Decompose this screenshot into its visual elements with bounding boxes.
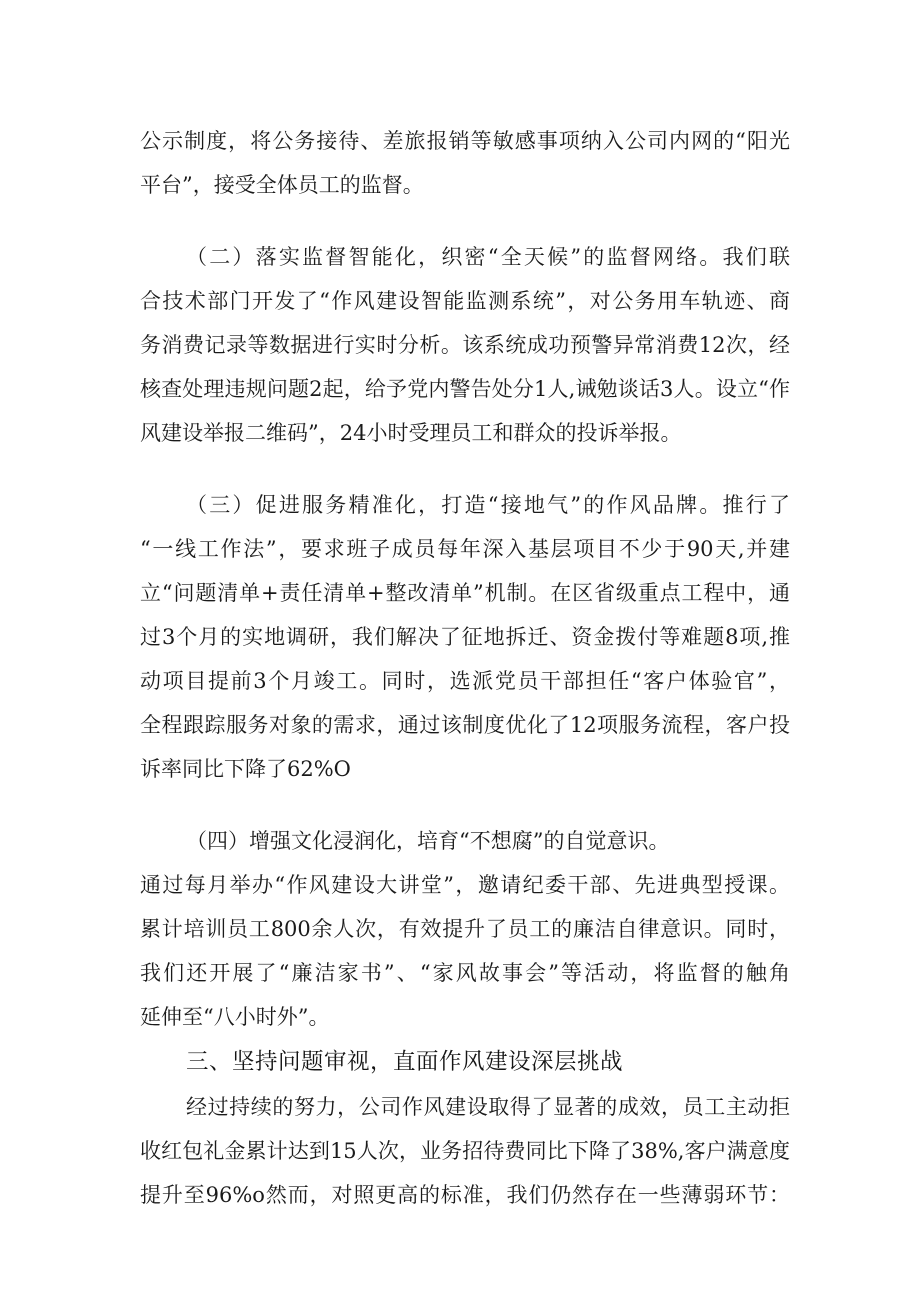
paragraph-line: 收红包礼金累计达到15人次，业务招待费同比下降了38%,客户满意度 <box>140 1139 790 1163</box>
paragraph-line: 平台”，接受全体员工的监督。 <box>140 173 424 197</box>
paragraph-line: 动项目提前3个月竣工。同时，选派党员干部担任“客户体验官”， <box>140 669 790 693</box>
paragraph-line: 过3个月的实地调研，我们解决了征地拆迁、资金拨付等难题8项,推 <box>140 625 790 649</box>
paragraph-line: 风建设举报二维码”，24小时受理员工和群众的投诉举报。 <box>140 421 682 445</box>
paragraph-line: 公示制度，将公务接待、差旅报销等敏感事项纳入公司内网的“阳光 <box>140 129 790 153</box>
paragraph-line: “一线工作法”，要求班子成员每年深入基层项目不少于90天,并建 <box>140 537 790 561</box>
paragraph-line: 我们还开展了“廉洁家书”、“家风故事会”等活动，将监督的触角 <box>140 961 790 985</box>
paragraph-line: 延伸至“八小时外”。 <box>140 1005 330 1029</box>
paragraph-line: 提升至96%o然而，对照更高的标准，我们仍然存在一些薄弱环节： <box>140 1183 790 1207</box>
paragraph-line: 累计培训员工800余人次，有效提升了员工的廉洁自律意识。同时， <box>140 917 790 941</box>
paragraph-line: 经过持续的努力，公司作风建设取得了显著的成效，员工主动拒 <box>186 1095 790 1119</box>
paragraph-line: 全程跟踪服务对象的需求，通过该制度优化了12项服务流程，客户投 <box>140 713 790 737</box>
paragraph-line: 立“问题清单+责任清单+整改清单”机制。在区省级重点工程中，通 <box>140 581 790 605</box>
paragraph-line: （四）增强文化浸润化，培育“不想腐”的自觉意识。 <box>186 829 670 853</box>
paragraph-line: 通过每月举办“作风建设大讲堂”，邀请纪委干部、先进典型授课。 <box>140 873 790 897</box>
paragraph-line: （二）落实监督智能化，织密“全天候”的监督网络。我们联 <box>186 245 790 269</box>
section-heading: 三、坚持问题审视，直面作风建设深层挑战 <box>186 1049 624 1075</box>
paragraph-line: 诉率同比下降了62%O <box>140 757 351 781</box>
paragraph-line: 务消费记录等数据进行实时分析。该系统成功预警异常消费12次，经 <box>140 333 790 357</box>
paragraph-line: （三）促进服务精准化，打造“接地气”的作风品牌。推行了 <box>186 493 790 517</box>
paragraph-line: 合技术部门开发了“作风建设智能监测系统”，对公务用车轨迹、商 <box>140 289 790 313</box>
paragraph-line: 核查处理违规问题2起，给予党内警告处分1人,诫勉谈话3人。设立“作 <box>140 377 790 401</box>
